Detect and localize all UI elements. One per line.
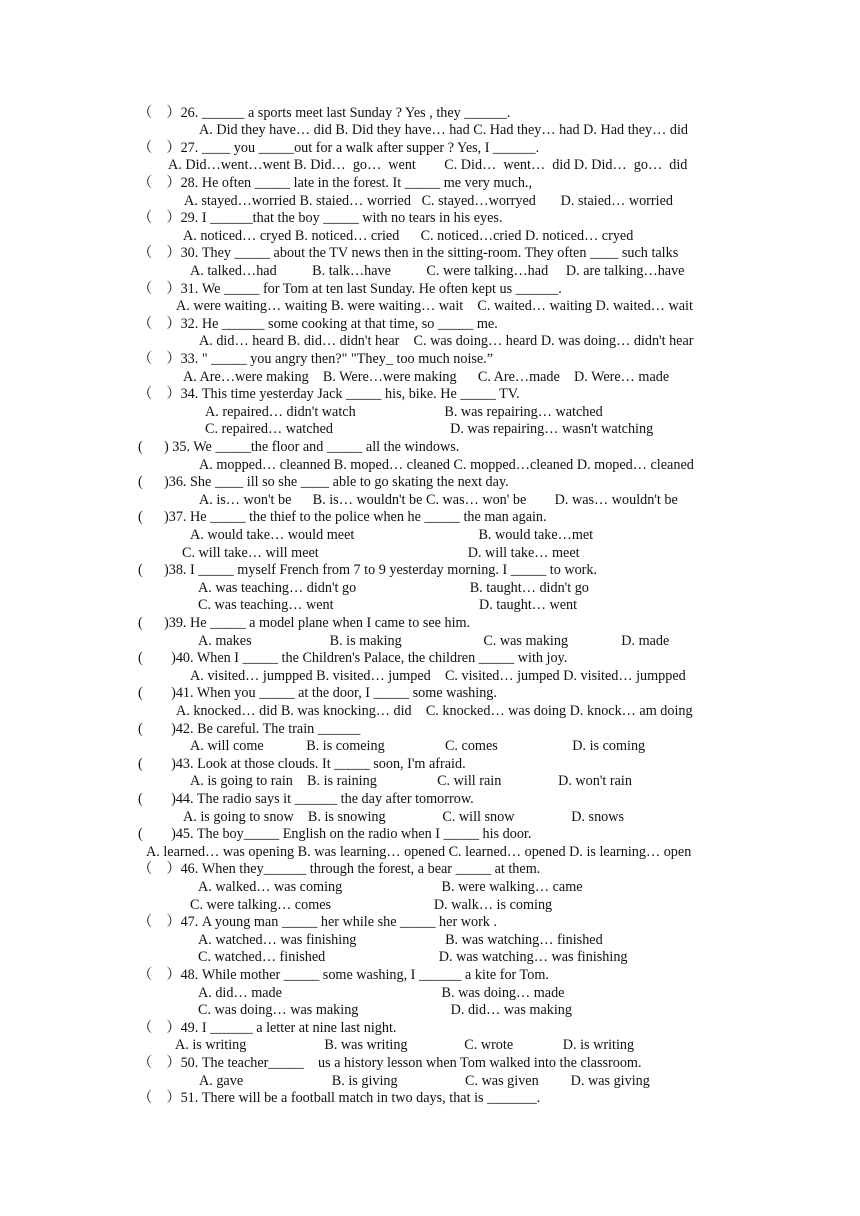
answer-options: C. will take… will meet D. will take… meet (182, 544, 580, 561)
question-stem: （ ）48. While mother _____ some washing, I ______ a kite for Tom. (138, 966, 549, 983)
question-stem: ( )45. The boy_____ English on the radio when I _____ his door. (138, 826, 532, 843)
answer-options: A. makes B. is making C. was making D. made (198, 632, 670, 649)
answer-options: A. would take… would meet B. would take…met (190, 526, 594, 543)
answer-options: A. is going to snow B. is snowing C. will snow D. snows (183, 808, 625, 825)
question-stem: （ ）33. " _____ you angry then?" "They_ too much noise.” (138, 350, 494, 367)
question-stem: （ ）47. A young man _____ her while she _____ her work . (138, 914, 497, 931)
question-stem: （ ）27. ____ you _____out for a walk after supper ? Yes, I ______. (138, 139, 540, 156)
question-stem: （ ）49. I ______ a letter at nine last night. (138, 1019, 397, 1036)
question-stem: （ ）26. ______ a sports meet last Sunday ? Yes , they ______. (138, 104, 511, 121)
question-stem: ( )39. He _____ a model plane when I came to see him. (138, 614, 471, 631)
question-stem: ( )38. I _____ myself French from 7 to 9 yesterday morning. I _____ to work. (138, 562, 598, 579)
answer-options: A. repaired… didn't watch B. was repairing… watched (205, 403, 603, 420)
answer-options: A. is writing B. was writing C. wrote D. is writing (175, 1037, 635, 1054)
answer-options: C. were talking… comes D. walk… is coming (190, 896, 553, 913)
question-stem: （ ）31. We _____ for Tom at ten last Sunday. He often kept us ______. (138, 280, 562, 297)
answer-options: A. was teaching… didn't go B. taught… didn't go (198, 579, 589, 596)
question-stem: ( ) 35. We _____the floor and _____ all the windows. (138, 438, 460, 455)
question-stem: ( )40. When I _____ the Children's Palace, the children _____ with joy. (138, 650, 568, 667)
question-stem: （ ）29. I ______that the boy _____ with no tears in his eyes. (138, 210, 503, 227)
answer-options: A. will come B. is comeing C. comes D. is coming (190, 738, 646, 755)
answer-options: A. Are…were making B. Were…were making C. Are…made D. Were… made (183, 368, 670, 385)
answer-options: C. was teaching… went D. taught… went (198, 597, 578, 614)
question-stem: （ ）51. There will be a football match in two days, that is _______. (138, 1090, 541, 1107)
answer-options: A. Did they have… did B. Did they have… had C. Had they… had D. Had they… did (199, 122, 688, 139)
question-stem: ( )37. He _____ the thief to the police when he _____ the man again. (138, 509, 547, 526)
question-stem: ( )36. She ____ ill so she ____ able to go skating the next day. (138, 474, 509, 491)
answer-options: C. watched… finished D. was watching… was finishing (198, 949, 628, 966)
answer-options: A. Did…went…went B. Did… go… went C. Did… went… did D. Did… go… did (168, 157, 688, 174)
answer-options: A. learned… was opening B. was learning… opened C. learned… opened D. is learning… open (146, 843, 692, 860)
question-stem: ( )42. Be careful. The train ______ (138, 720, 361, 737)
answer-options: A. did… heard B. did… didn't hear C. was doing… heard D. was doing… didn't hear (199, 333, 694, 350)
answer-options: A. visited… jumpped B. visited… jumped C. visited… jumped D. visited… jumpped (190, 667, 686, 684)
question-stem: （ ）34. This time yesterday Jack _____ his, bike. He _____ TV. (138, 386, 520, 403)
question-stem: （ ）32. He ______ some cooking at that time, so _____ me. (138, 315, 498, 332)
answer-options: A. talked…had B. talk…have C. were talking…had D. are talking…have (190, 262, 685, 279)
answer-options: A. mopped… cleanned B. moped… cleaned C. mopped…cleaned D. moped… cleaned (199, 456, 694, 473)
question-stem: ( )44. The radio says it ______ the day after tomorrow. (138, 790, 474, 807)
question-stem: （ ）46. When they______ through the forest, a bear _____ at them. (138, 861, 541, 878)
answer-options: C. was doing… was making D. did… was making (198, 1002, 572, 1019)
answer-options: A. stayed…worried B. staied… worried C. stayed…worryed D. staied… worried (184, 192, 673, 209)
answer-options: A. watched… was finishing B. was watching… finished (198, 931, 603, 948)
answer-options: A. walked… was coming B. were walking… came (198, 878, 583, 895)
answer-options: A. is… won't be B. is… wouldn't be C. was… won' be D. was… wouldn't be (199, 491, 678, 508)
question-stem: ( )43. Look at those clouds. It _____ soon, I'm afraid. (138, 755, 466, 772)
question-stem: （ ）30. They _____ about the TV news then in the sitting-room. They often ____ such talks (138, 245, 679, 262)
answer-options: A. knocked… did B. was knocking… did C. knocked… was doing D. knock… am doing (176, 702, 693, 719)
answer-options: A. gave B. is giving C. was given D. was giving (199, 1072, 650, 1089)
question-stem: ( )41. When you _____ at the door, I _____ some washing. (138, 685, 497, 702)
answer-options: A. noticed… cryed B. noticed… cried C. noticed…cried D. noticed… cryed (183, 227, 634, 244)
answer-options: A. is going to rain B. is raining C. will rain D. won't rain (190, 773, 632, 790)
answer-options: C. repaired… watched D. was repairing… wasn't watching (205, 421, 654, 438)
answer-options: A. were waiting… waiting B. were waiting… wait C. waited… waiting D. waited… wait (176, 298, 693, 315)
question-stem: （ ）28. He often _____ late in the forest. It _____ me very much., (138, 174, 533, 191)
question-stem: （ ）50. The teacher_____ us a history lesson when Tom walked into the classroom. (138, 1054, 642, 1071)
answer-options: A. did… made B. was doing… made (198, 984, 565, 1001)
